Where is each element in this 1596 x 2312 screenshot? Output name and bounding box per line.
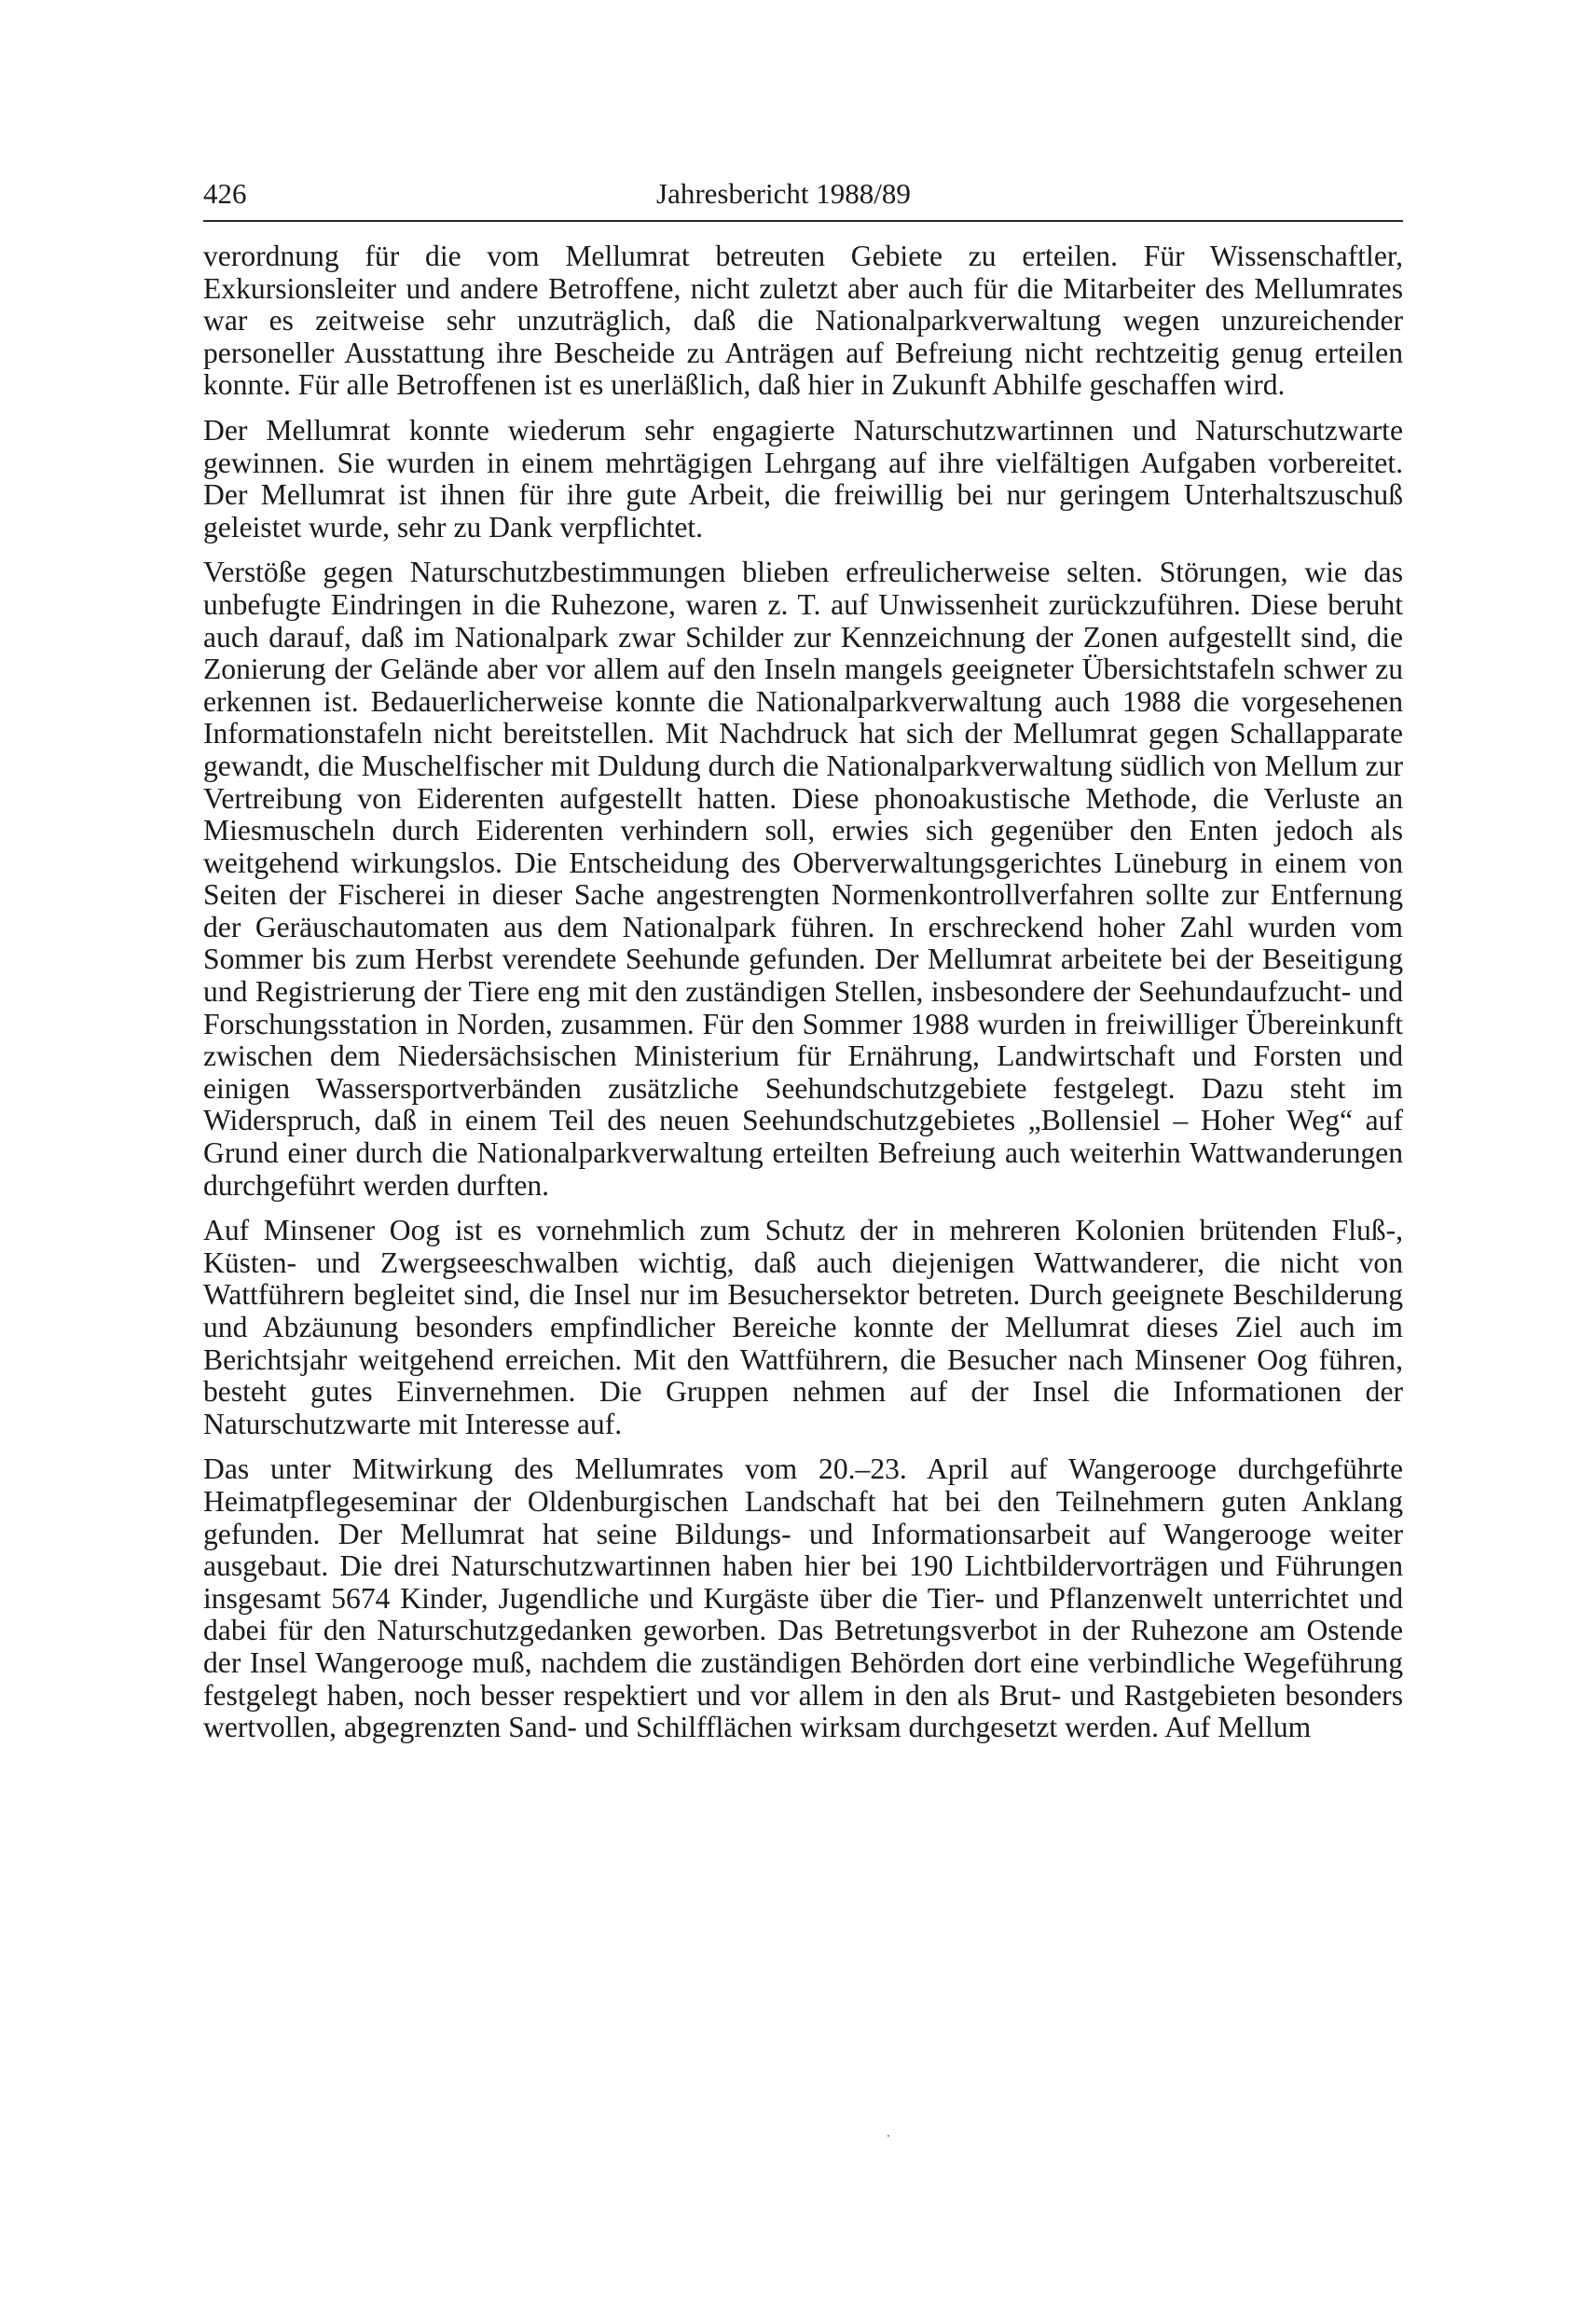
paragraph-1: verordnung für die vom Mellumrat betreuten Gebiete zu erteilen. Für Wissenschaftler, Exkursionsleiter und andere Betroffene, nicht zuletzt aber auch für die Mitarbeiter des Mellumrates war es zeitweise sehr unzuträglich, daß die Nationalparkverwaltung wegen unzureichender personeller Ausstattung ihre Bescheide zu Anträgen auf Befreiung nicht rechtzeitig genug erteilen konnte. Für alle Betroffenen ist es unerläßlich, daß hier in Zukunft Abhilfe geschaffen wird. <box>203 240 1403 402</box>
paragraph-5: Das unter Mitwirkung des Mellumrates vom 20.–23. April auf Wangerooge durchgeführte Heimatpflegeseminar der Oldenburgischen Landschaft hat bei den Teilnehmern guten Anklang gefunden. Der Mellumrat hat seine Bildungs- und Informationsarbeit auf Wangerooge weiter ausgebaut. Die drei Naturschutzwartinnen haben hier bei 190 Lichtbildervorträgen und Führungen insgesamt 5674 Kinder, Jugendliche und Kurgäste über die Tier- und Pflanzenwelt unterrichtet und dabei für den Naturschutzgedanken geworben. Das Betretungsverbot in der Ruhezone am Ostende der Insel Wangerooge muß, nachdem die zuständigen Behörden dort eine verbindliche Wegeführung festgelegt haben, noch besser respektiert und vor allem in den als Brut- und Rastgebieten besonders wertvollen, abgegrenzten Sand- und Schilfflächen wirksam durchgesetzt werden. Auf Mellum <box>203 1452 1403 1744</box>
body-text <box>203 241 1403 1744</box>
scan-speck <box>887 2135 889 2137</box>
running-title: Jahresbericht 1988/89 <box>656 177 911 210</box>
paragraph-4: Auf Minsener Oog ist es vornehmlich zum Schutz der in mehreren Kolonien brütenden Fluß-, Küsten- und Zwergseeschwalben wichtig, daß auch diejenigen Wattwanderer, die nicht von Wattführern begleitet sind, die Insel nur im Besuchersektor betreten. Durch geeignete Beschilderung und Abzäunung besonders empfindlicher Bereiche konnte der Mellumrat dieses Ziel auch im Berichtsjahr weitgehend erreichen. Mit den Wattführern, die Besucher nach Minsener Oog führen, besteht gutes Einvernehmen. Die Gruppen nehmen auf der Insel die Informationen der Naturschutzwarte mit Interesse auf. <box>203 1214 1403 1440</box>
paragraph-3: Verstöße gegen Naturschutzbestimmungen blieben erfreulicherweise selten. Störungen, wie das unbefugte Eindringen in die Ruhezone, waren z. T. auf Unwissenheit zurückzuführen. Diese beruht auch darauf, daß im Nationalpark zwar Schilder zur Kennzeichnung der Zonen aufgestellt sind, die Zonierung der Gelände aber vor allem auf den Inseln mangels geeigneter Übersichtstafeln schwer zu erkennen ist. Bedauerlicherweise konnte die Nationalparkverwaltung auch 1988 die vorgesehenen Informationstafeln nicht bereitstellen. Mit Nachdruck hat sich der Mellumrat gegen Schallapparate gewandt, die Muschelfischer mit Duldung durch die Nationalparkverwaltung südlich von Mellum zur Vertreibung von Eiderenten aufgestellt hatten. Diese phonoakustische Methode, die Verluste an Miesmuscheln durch Eiderenten verhindern soll, erwies sich gegenüber den Enten jedoch als weitgehend wirkungslos. Die Entscheidung des Oberverwaltungsgerichtes Lüneburg in einem von Seiten der Fischerei in dieser Sache angestrengten Normenkontrollverfahren sollte zur Entfernung der Geräuschautomaten aus dem Nationalpark führen. In erschreckend hoher Zahl wurden vom Sommer bis zum Herbst verendete Seehunde gefunden. Der Mellumrat arbeitete bei der Beseitigung und Registrierung der Tiere eng mit den zuständigen Stellen, insbesondere der Seehundaufzucht- und Forschungsstation in Norden, zusammen. Für den Sommer 1988 wurden in freiwilliger Übereinkunft zwischen dem Niedersächsischen Ministerium für Ernährung, Landwirtschaft und Forsten und einigen Wassersportverbänden zusätzliche Seehundschutzgebiete festgelegt. Dazu steht im Widerspruch, daß in einem Teil des neuen Seehundschutzgebietes „Bollensiel – Hoher Weg“ auf Grund einer durch die Nationalparkverwaltung erteilten Befreiung auch weiterhin Wattwanderungen durchgeführt werden durften. <box>203 556 1403 1202</box>
running-header <box>203 168 1403 220</box>
page-number: 426 <box>203 177 247 210</box>
header-rule <box>203 220 1403 222</box>
document-page <box>203 168 1403 1757</box>
paragraph-2: Der Mellumrat konnte wiederum sehr engagierte Naturschutzwartinnen und Naturschutzwarte gewinnen. Sie wurden in einem mehrtägigen Lehrgang auf ihre vielfältigen Aufgaben vorbereitet. Der Mellumrat ist ihnen für ihre gute Arbeit, die freiwillig bei nur geringem Unterhaltszuschuß geleistet wurde, sehr zu Dank verpflichtet. <box>203 413 1403 544</box>
